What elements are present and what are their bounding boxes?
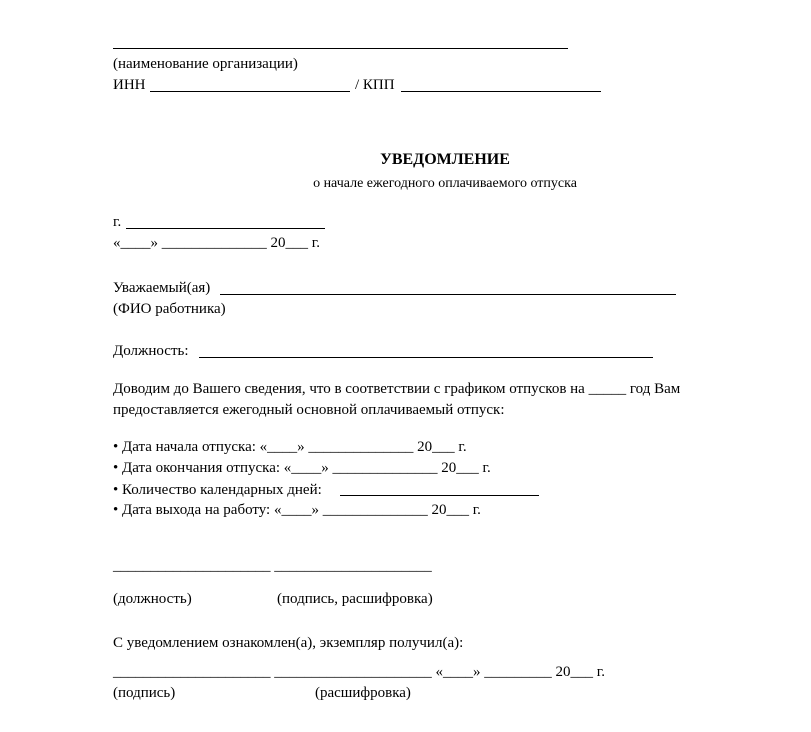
employer-signature-line[interactable]: _____________________ _____________________ <box>113 558 432 574</box>
org-name-line[interactable] <box>113 48 568 49</box>
date-line: «____» ______________ 20___ г. <box>113 235 320 251</box>
employer-position-caption: (должность) <box>113 591 192 607</box>
inn-label: ИНН <box>113 77 146 93</box>
fio-caption: (ФИО работника) <box>113 301 226 317</box>
inn-field[interactable] <box>150 91 350 92</box>
city-prefix: г. <box>113 214 122 230</box>
city-field[interactable] <box>126 228 325 229</box>
employer-signature-caption: (подпись, расшифровка) <box>277 591 433 607</box>
acknowledgement-name-caption: (расшифровка) <box>315 685 411 701</box>
body-line-1: Доводим до Вашего сведения, что в соответствии с графиком отпусков на _____ год Вам <box>113 381 681 397</box>
org-caption: (наименование организации) <box>113 56 298 72</box>
days-count-field[interactable] <box>340 495 539 496</box>
fio-field[interactable] <box>220 294 676 295</box>
list-item-vacation-start: • Дата начала отпуска: «____» ______________ 20___ г. <box>113 439 467 455</box>
kpp-field[interactable] <box>401 91 601 92</box>
kpp-label: / КПП <box>355 77 395 93</box>
list-item-vacation-end: • Дата окончания отпуска: «____» ______________ 20___ г. <box>113 460 491 476</box>
acknowledgement-text: С уведомлением ознакомлен(а), экземпляр получил(а): <box>113 635 464 651</box>
position-label: Должность: <box>113 343 189 359</box>
acknowledgement-signature-line[interactable]: _____________________ _____________________ «____» _________ 20___ г. <box>113 664 605 680</box>
document-subtitle: о начале ежегодного оплачиваемого отпуска <box>313 176 577 191</box>
list-item-return-date: • Дата выхода на работу: «____» ______________ 20___ г. <box>113 502 481 518</box>
body-line-2: предоставляется ежегодный основной оплачиваемый отпуск: <box>113 402 505 418</box>
greeting-label: Уважаемый(ая) <box>113 280 211 296</box>
acknowledgement-signature-caption: (подпись) <box>113 685 176 701</box>
position-field[interactable] <box>199 357 653 358</box>
document-title: УВЕДОМЛЕНИЕ <box>380 151 510 168</box>
list-item-days-count: • Количество календарных дней: <box>113 482 322 498</box>
